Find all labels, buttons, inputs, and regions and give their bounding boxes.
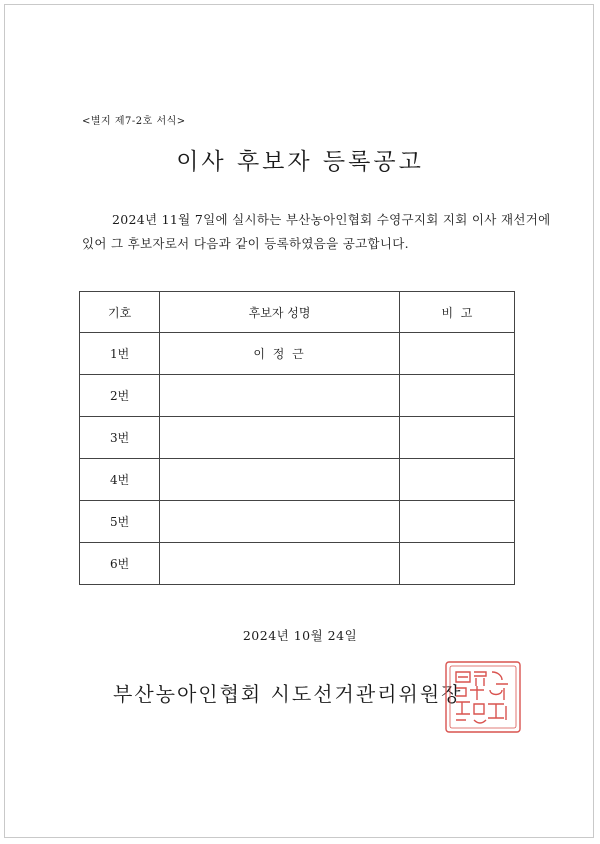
signer-title: 부산농아인협회 시도선거관리위원장 [113,682,463,706]
official-seal [444,660,522,734]
header-name: 후보자 성명 [160,292,400,333]
table-row [80,417,515,459]
document-title: 이사 후보자 등록공고 [176,149,424,175]
table-row [80,543,515,585]
cell-note [399,417,514,459]
cell-note [399,459,514,501]
cell-note [399,375,514,417]
cell-note [399,333,514,375]
cell-note [399,501,514,543]
cell-number: 1번 [80,333,160,375]
cell-number: 3번 [80,417,160,459]
cell-number: 6번 [80,543,160,585]
table-row [80,501,515,543]
cell-name: 이 정 근 [160,333,400,375]
table-row [80,333,515,375]
cell-number: 4번 [80,459,160,501]
cell-name [160,417,400,459]
cell-number: 2번 [80,375,160,417]
form-label: <별지 제7-2호 서식> [82,116,186,127]
announcement-date: 2024년 10월 24일 [242,628,358,643]
table-row [80,375,515,417]
header-number: 기호 [80,292,160,333]
announcement-text: 2024년 11월 7일에 실시하는 부산농아인협회 수영구지회 지회 이사 재선거에 있어 그 후보자로서 다음과 같이 등록하였음을 공고합니다. [82,212,551,251]
cell-name [160,501,400,543]
table-header-row [80,292,515,333]
cell-note [399,543,514,585]
cell-number: 5번 [80,501,160,543]
cell-name [160,375,400,417]
cell-name [160,459,400,501]
table-row [80,459,515,501]
cell-name [160,543,400,585]
header-note: 비 고 [399,292,514,333]
candidate-table [79,291,515,585]
